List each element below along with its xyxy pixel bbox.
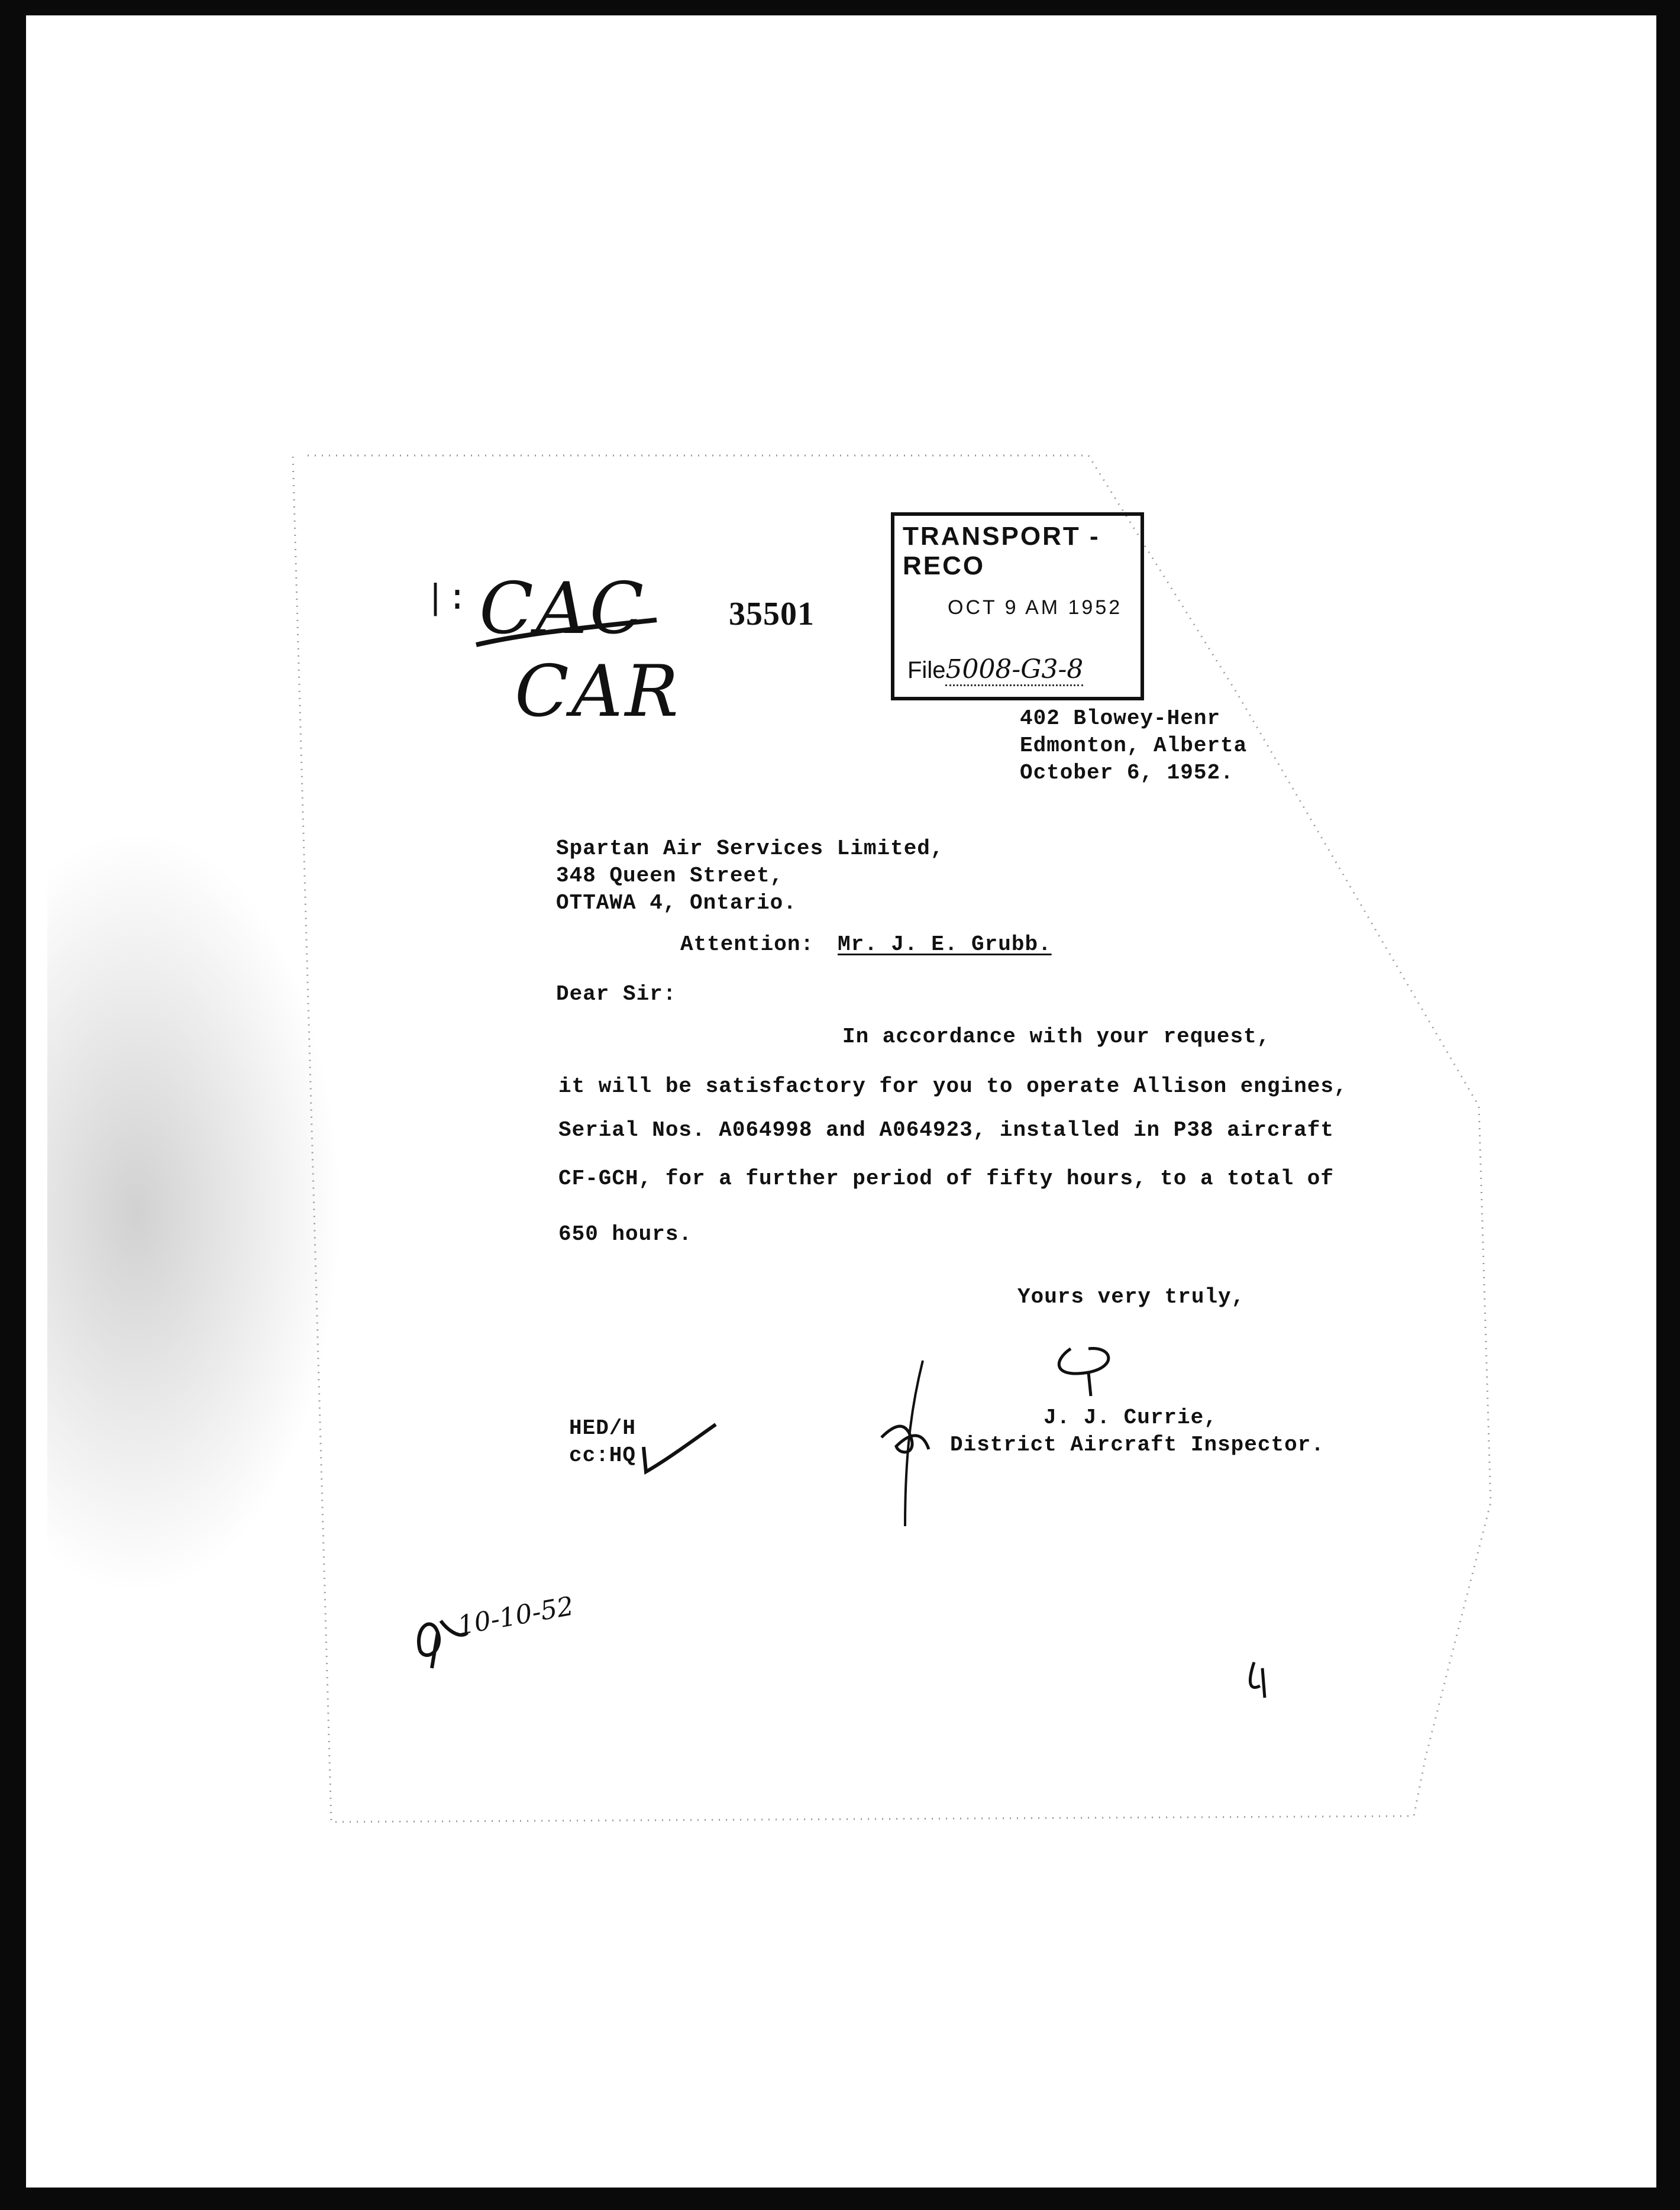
handwritten-signature [840, 1337, 1171, 1526]
annotation-date: 10-10-52 [455, 1591, 576, 1642]
reference-cc: cc:HQ [569, 1443, 637, 1468]
stamp-date: OCT 9 AM 1952 [948, 596, 1123, 619]
body-line2: it will be satisfactory for you to operate Allison engines, [558, 1074, 1348, 1098]
body-line4: CF-GCH, for a further period of fifty hours, to a total of [558, 1167, 1335, 1191]
recipient-line3: OTTAWA 4, Ontario. [556, 891, 797, 915]
sender-address-line2: Edmonton, Alberta [1020, 734, 1248, 758]
recipient-line2: 348 Queen Street, [556, 864, 784, 888]
sender-address-line1: 402 Blowey-Henr [1020, 706, 1221, 731]
stamp-heading: TRANSPORT - RECO [903, 522, 1100, 580]
recipient-line1: Spartan Air Services Limited, [556, 836, 944, 861]
body-line1: In accordance with your request, [842, 1025, 1271, 1049]
body-line3: Serial Nos. A064998 and A064923, installed in P38 aircraft [558, 1118, 1335, 1142]
stamp-file-label: File [907, 657, 946, 683]
letter-date: October 6, 1952. [1020, 761, 1234, 785]
strike-through-mark [473, 615, 663, 651]
signatory-title: District Aircraft Inspector. [950, 1433, 1324, 1457]
reference-initials: HED/H [569, 1416, 637, 1440]
stamp-file-number: 5008-G3-8 [945, 654, 1083, 686]
stamp-file-line [907, 654, 1083, 684]
handwritten-cac: CAC [479, 568, 647, 650]
salutation: Dear Sir: [556, 982, 677, 1006]
page-mark [1242, 1656, 1278, 1704]
signatory-name: J. J. Currie, [1043, 1406, 1217, 1430]
attention-label: Attention: [680, 932, 815, 957]
attention-name: Mr. J. E. Grubb. [838, 932, 1052, 957]
handwritten-car: CAR [515, 651, 681, 733]
closing: Yours very truly, [1017, 1285, 1245, 1309]
received-stamp [891, 512, 1144, 700]
body-line5: 650 hours. [558, 1222, 693, 1246]
scan-shadow [47, 828, 343, 1597]
file-number: 35501 [729, 596, 815, 632]
check-mark [639, 1417, 722, 1476]
edge-mark: |: [425, 580, 469, 620]
